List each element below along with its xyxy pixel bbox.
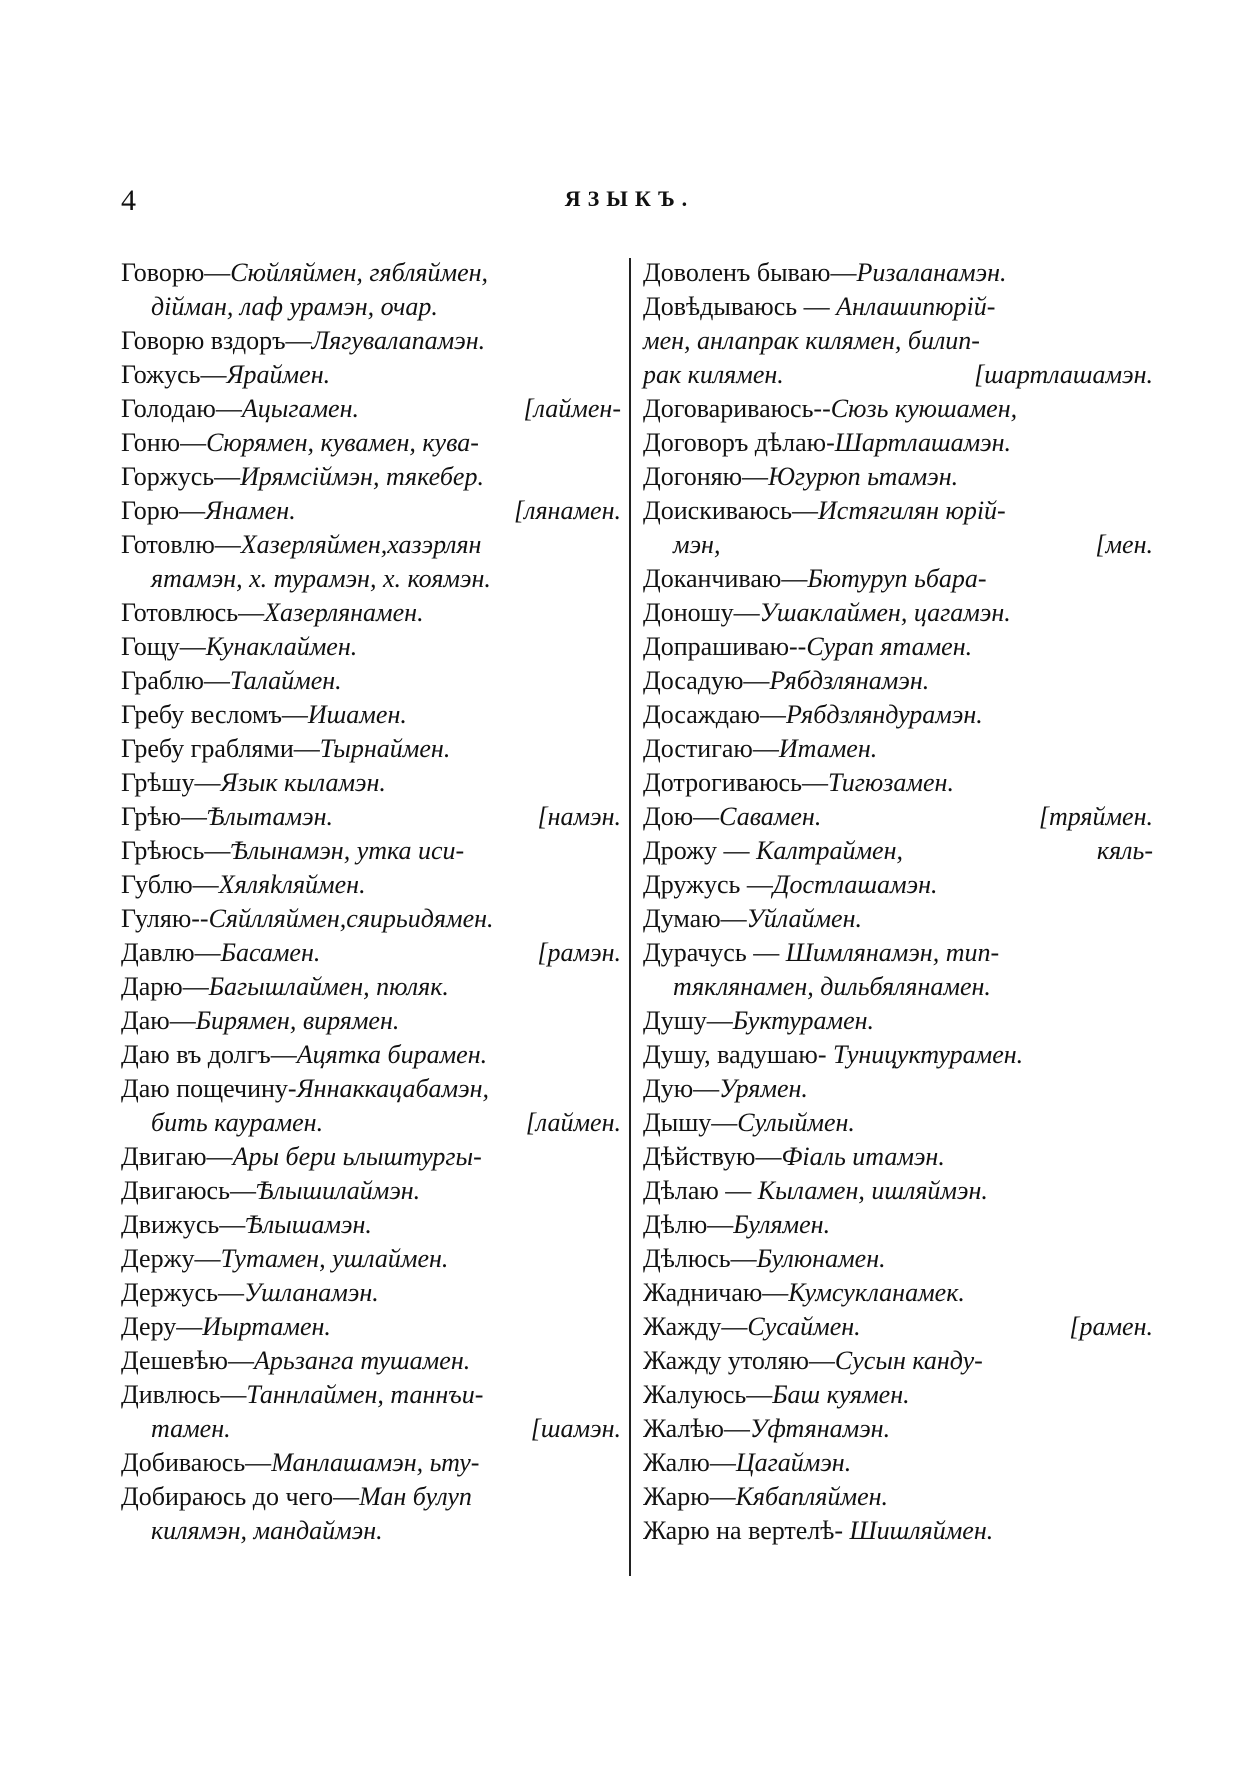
entry-headword: Дѣлаю —	[643, 1176, 758, 1205]
dictionary-line	[643, 732, 1153, 766]
dictionary-line	[643, 1174, 1153, 1208]
entry-translation: Кыламен, ишляймэн.	[757, 1176, 988, 1205]
entry-translation: Ѣлышамэн.	[245, 1210, 372, 1239]
entry-translation: Шартлашамэн.	[834, 428, 1012, 457]
entry-translation: Достлашамэн.	[772, 870, 938, 899]
dictionary-line	[121, 698, 621, 732]
entry-translation: Булюнамен.	[756, 1244, 886, 1273]
entry-translation: Ацыгамен.	[241, 394, 359, 423]
dictionary-line	[121, 868, 621, 902]
entry-translation: Сурап ятамен.	[806, 632, 973, 661]
column-divider	[629, 258, 631, 1576]
entry-headword: Гощу—	[121, 632, 206, 661]
entry-translation: Кумсукланамек.	[788, 1278, 965, 1307]
entry-translation: Урямен.	[719, 1074, 808, 1103]
entry-translation: мэн,	[673, 530, 721, 559]
dictionary-line	[121, 936, 621, 970]
entry-headword: Гуляю--	[121, 904, 209, 933]
entry-headword: Доволенъ бываю—	[643, 258, 857, 287]
entry-translation: Сусаймен.	[747, 1312, 861, 1341]
dictionary-line	[121, 1276, 621, 1310]
entry-turnover: [шамэн.	[530, 1414, 621, 1443]
dictionary-line	[121, 902, 621, 936]
entry-translation: Ѣлышилаймэн.	[255, 1176, 421, 1205]
entry-headword: Граблю—	[121, 666, 230, 695]
entry-headword: Доканчиваю—	[643, 564, 808, 593]
dictionary-line	[121, 324, 621, 358]
dictionary-line	[121, 256, 621, 290]
entry-translation: Манлашамэн, ьту-	[271, 1448, 480, 1477]
entry-translation: Таннлаймен, таннъи-	[246, 1380, 484, 1409]
entry-headword: Горю—	[121, 496, 206, 525]
entry-translation: ятамэн, х. турамэн, х. коямэн.	[151, 564, 491, 593]
entry-headword: Доношу—	[643, 598, 760, 627]
entry-headword: Жажду—	[643, 1312, 748, 1341]
entry-translation: Ары бери ьлыштургы-	[232, 1142, 482, 1171]
dictionary-line	[643, 1106, 1153, 1140]
entry-translation: Сюзь куюшамен,	[830, 394, 1018, 423]
entry-translation: Цагаймэн.	[735, 1448, 852, 1477]
dictionary-line	[121, 460, 621, 494]
entry-headword: Горжусь—	[121, 462, 241, 491]
entry-translation: килямэн, мандаймэн.	[151, 1516, 383, 1545]
entry-translation: Истягилян юрій-	[818, 496, 1006, 525]
dictionary-line	[643, 1514, 1153, 1548]
dictionary-line	[643, 1242, 1153, 1276]
entry-headword: Дарю—	[121, 972, 209, 1001]
entry-translation: Итамен.	[778, 734, 878, 763]
page-number: 4	[121, 184, 136, 217]
entry-headword: Дрожу —	[643, 836, 757, 865]
dictionary-line	[121, 732, 621, 766]
dictionary-line	[121, 1106, 621, 1140]
entry-translation: Югурюп ьтамэн.	[768, 462, 959, 491]
dictionary-line	[121, 970, 621, 1004]
entry-headword: Жалуюсь—	[643, 1380, 773, 1409]
dictionary-line	[643, 1480, 1153, 1514]
dictionary-line	[643, 1004, 1153, 1038]
entry-translation: Яннаккацабамэн,	[296, 1074, 490, 1103]
dictionary-line	[643, 868, 1153, 902]
entry-headword: Грѣюсь—	[121, 836, 231, 865]
dictionary-line	[643, 766, 1153, 800]
entry-headword: Жадничаю—	[643, 1278, 789, 1307]
entry-translation: Сяйлляймен,сяирьидямен.	[208, 904, 494, 933]
entry-headword: Даю въ долгъ—	[121, 1040, 297, 1069]
entry-translation: Багышлаймен, пюляк.	[208, 972, 449, 1001]
dictionary-line	[643, 970, 1153, 1004]
dictionary-line	[643, 494, 1153, 528]
dictionary-line	[643, 1412, 1153, 1446]
entry-translation: Басамен.	[220, 938, 321, 967]
entry-headword: Голодаю—	[121, 394, 242, 423]
entry-headword: Доискиваюсь—	[643, 496, 819, 525]
entry-headword: Грѣю—	[121, 802, 207, 831]
entry-translation: тяклянамен, дильбялянамен.	[673, 972, 991, 1001]
dictionary-line	[121, 494, 621, 528]
dictionary-line	[121, 630, 621, 664]
entry-headword: Досадую—	[643, 666, 770, 695]
entry-headword: Допрашиваю--	[643, 632, 807, 661]
entry-translation: Шимлянамэн, тип-	[785, 938, 1000, 967]
dictionary-line	[121, 1038, 621, 1072]
entry-turnover: [мен.	[1095, 530, 1153, 559]
dictionary-line	[121, 1140, 621, 1174]
dictionary-line	[643, 324, 1153, 358]
entry-translation: Тутамен, ушлаймен.	[220, 1244, 449, 1273]
dictionary-line	[643, 256, 1153, 290]
dictionary-line	[121, 1480, 621, 1514]
entry-headword: Гоню—	[121, 428, 207, 457]
dictionary-line	[643, 290, 1153, 324]
entry-headword: Деру—	[121, 1312, 203, 1341]
entry-turnover: [лаймен-	[523, 394, 621, 423]
dictionary-line	[643, 800, 1153, 834]
entry-translation: Бютуруп ьбара-	[807, 564, 987, 593]
dictionary-line	[121, 834, 621, 868]
dictionary-line	[121, 1446, 621, 1480]
entry-headword: Гублю—	[121, 870, 219, 899]
left-column	[121, 256, 621, 1548]
entry-headword: Двигаю—	[121, 1142, 233, 1171]
entry-translation: Кябапляймен.	[735, 1482, 889, 1511]
entry-translation: Ризаланамэн.	[856, 258, 1007, 287]
entry-headword: Добиваюсь—	[121, 1448, 272, 1477]
entry-headword: Даю—	[121, 1006, 196, 1035]
entry-headword: Дѣлюсь—	[643, 1244, 757, 1273]
entry-translation: Талаймен.	[229, 666, 342, 695]
entry-translation: Сулыймен.	[737, 1108, 855, 1137]
entry-translation: Лягувалапамэн.	[311, 326, 486, 355]
entry-headword: Держу—	[121, 1244, 221, 1273]
entry-translation: Ѣлытамэн.	[206, 802, 333, 831]
entry-headword: Жарю—	[643, 1482, 736, 1511]
dictionary-line	[643, 630, 1153, 664]
entry-translation: Арьзанга тушамен.	[253, 1346, 471, 1375]
entry-headword: Договоръ дѣлаю-	[643, 428, 835, 457]
dictionary-line	[121, 1072, 621, 1106]
dictionary-line	[121, 1208, 621, 1242]
dictionary-line	[643, 460, 1153, 494]
entry-headword: Думаю—	[643, 904, 747, 933]
entry-translation: Тигюзамен.	[827, 768, 954, 797]
entry-translation: Ацятка бирамен.	[296, 1040, 488, 1069]
entry-turnover: [шартлашамэн.	[974, 360, 1153, 389]
entry-translation: Сюрямен, кувамен, кува-	[206, 428, 479, 457]
dictionary-line	[643, 426, 1153, 460]
dictionary-line	[121, 528, 621, 562]
dictionary-line	[121, 766, 621, 800]
dictionary-line	[643, 936, 1153, 970]
dictionary-line	[643, 1072, 1153, 1106]
entry-translation: Булямен.	[733, 1210, 831, 1239]
entry-headword: Достигаю—	[643, 734, 779, 763]
entry-translation: Янамен.	[205, 496, 296, 525]
entry-headword: Жалѣю—	[643, 1414, 750, 1443]
entry-headword: Дружусь —	[643, 870, 773, 899]
entry-turnover: [намэн.	[537, 802, 621, 831]
entry-headword: Дѣйствую—	[643, 1142, 782, 1171]
dictionary-line	[121, 426, 621, 460]
dictionary-line	[643, 698, 1153, 732]
dictionary-line	[121, 596, 621, 630]
entry-headword: Говорю вздоръ—	[121, 326, 312, 355]
entry-headword: Грѣшу—	[121, 768, 221, 797]
dictionary-line	[121, 1174, 621, 1208]
dictionary-line	[643, 664, 1153, 698]
entry-headword: Гожусь—	[121, 360, 227, 389]
entry-translation: Хазерляймен,хазэрлян	[240, 530, 482, 559]
dictionary-line	[121, 1378, 621, 1412]
entry-translation: рак килямен.	[643, 360, 784, 389]
entry-translation: мен, анлапрак килямен, билип-	[643, 326, 980, 355]
entry-translation: Кунаклаймен.	[205, 632, 358, 661]
entry-headword: Готовлю—	[121, 530, 241, 559]
dictionary-line	[643, 1038, 1153, 1072]
entry-translation: Ѣлынамэн, утка иси-	[230, 836, 465, 865]
entry-translation: Бирямен, вирямен.	[195, 1006, 400, 1035]
entry-headword: Говорю—	[121, 258, 231, 287]
entry-translation: Рябдзляндурамэн.	[785, 700, 983, 729]
entry-headword: Жажду утоляю—	[643, 1346, 835, 1375]
entry-headword: Добираюсь до чего—	[121, 1482, 360, 1511]
entry-turnover: [тряймен.	[1038, 802, 1153, 831]
entry-turnover: [лянамен.	[514, 496, 621, 525]
dictionary-line	[643, 1344, 1153, 1378]
dictionary-line	[121, 1412, 621, 1446]
entry-headword: Договариваюсь--	[643, 394, 831, 423]
dictionary-line	[643, 1276, 1153, 1310]
dictionary-line	[121, 664, 621, 698]
entry-translation: Рябдзлянамэн.	[769, 666, 930, 695]
dictionary-line	[121, 1514, 621, 1548]
entry-headword: Движусь—	[121, 1210, 246, 1239]
dictionary-line	[643, 834, 1153, 868]
entry-headword: Досаждаю—	[643, 700, 786, 729]
dictionary-line	[643, 358, 1153, 392]
entry-translation: Ушаклаймен, цагамэн.	[759, 598, 1011, 627]
entry-translation: Язык кыламэн.	[220, 768, 386, 797]
entry-headword: Душу—	[643, 1006, 733, 1035]
dictionary-line	[643, 1446, 1153, 1480]
entry-headword: Гребу весломъ—	[121, 700, 308, 729]
entry-translation: Ушланамэн.	[243, 1278, 379, 1307]
entry-translation: Уфтянамэн.	[749, 1414, 891, 1443]
dictionary-line	[121, 290, 621, 324]
entry-headword: Дѣлю—	[643, 1210, 734, 1239]
dictionary-line	[643, 528, 1153, 562]
entry-turnover: [рамен.	[1069, 1312, 1153, 1341]
entry-headword: Дою—	[643, 802, 720, 831]
entry-translation: Калтраймен,	[756, 836, 903, 865]
entry-translation: дійман, лаф урамэн, очар.	[151, 292, 438, 321]
entry-translation: Савамен.	[719, 802, 822, 831]
entry-translation: тамен.	[151, 1414, 231, 1443]
dictionary-line	[121, 1242, 621, 1276]
entry-translation: Хяляkляймен.	[218, 870, 366, 899]
entry-translation: Хазерлянамен.	[264, 598, 424, 627]
dictionary-line	[643, 596, 1153, 630]
entry-headword: Довѣдываюсь —	[643, 292, 837, 321]
dictionary-line	[643, 1378, 1153, 1412]
entry-translation: Ман булуп	[359, 1482, 472, 1511]
entry-headword: Двигаюсь—	[121, 1176, 256, 1205]
dictionary-line	[643, 1310, 1153, 1344]
entry-translation: Шишляймен.	[849, 1516, 994, 1545]
entry-headword: Дешевѣю—	[121, 1346, 254, 1375]
entry-translation: Сюйляймен, гябляймен,	[230, 258, 489, 287]
entry-translation: Баш куямен.	[772, 1380, 910, 1409]
entry-translation: Уйлаймен.	[746, 904, 862, 933]
entry-translation: Анлашипюрій-	[836, 292, 996, 321]
entry-translation: Туницуктурамен.	[833, 1040, 1024, 1069]
dictionary-line	[121, 1004, 621, 1038]
entry-translation: Сусын канду-	[834, 1346, 983, 1375]
entry-headword: Жарю на вертелѣ-	[643, 1516, 850, 1545]
entry-translation: Тырнаймен.	[319, 734, 451, 763]
entry-translation: Ярaймен.	[226, 360, 331, 389]
entry-turnover: [лаймен.	[525, 1108, 621, 1137]
dictionary-line	[121, 1344, 621, 1378]
entry-headword: Догоняю—	[643, 462, 769, 491]
entry-headword: Дую—	[643, 1074, 720, 1103]
entry-headword: Гребу граблями—	[121, 734, 320, 763]
entry-headword: Жалю—	[643, 1448, 736, 1477]
dictionary-line	[121, 562, 621, 596]
dictionary-line	[643, 392, 1153, 426]
dictionary-line	[643, 1140, 1153, 1174]
dictionary-line	[121, 358, 621, 392]
dictionary-line	[643, 902, 1153, 936]
entry-translation: Фіаль итамэн.	[781, 1142, 945, 1171]
dictionary-line	[121, 1310, 621, 1344]
entry-headword: Дышу—	[643, 1108, 738, 1137]
entry-headword: Давлю—	[121, 938, 221, 967]
entry-headword: Держусь—	[121, 1278, 244, 1307]
dictionary-line	[643, 1208, 1153, 1242]
entry-headword: Дотрогиваюсь—	[643, 768, 828, 797]
entry-turnover: кяль-	[1096, 836, 1153, 865]
entry-headword: Дивлюсь—	[121, 1380, 247, 1409]
dictionary-line	[643, 562, 1153, 596]
entry-headword: Душу, вадушаю-	[643, 1040, 833, 1069]
entry-translation: бить каурамен.	[151, 1108, 324, 1137]
running-head: ЯЗЫКЪ.	[564, 186, 695, 211]
entry-translation: Ишамен.	[307, 700, 407, 729]
entry-translation: Ирямсіймэн, тякебер.	[240, 462, 484, 491]
entry-turnover: [рамэн.	[537, 938, 621, 967]
entry-translation: Буктурамен.	[732, 1006, 875, 1035]
entry-headword: Готовлюсь—	[121, 598, 265, 627]
entry-translation: Иыртамен.	[202, 1312, 331, 1341]
dictionary-line	[121, 800, 621, 834]
entry-headword: Даю пощечину-	[121, 1074, 297, 1103]
entry-headword: Дурачусь —	[643, 938, 786, 967]
dictionary-line	[121, 392, 621, 426]
right-column	[643, 256, 1153, 1548]
